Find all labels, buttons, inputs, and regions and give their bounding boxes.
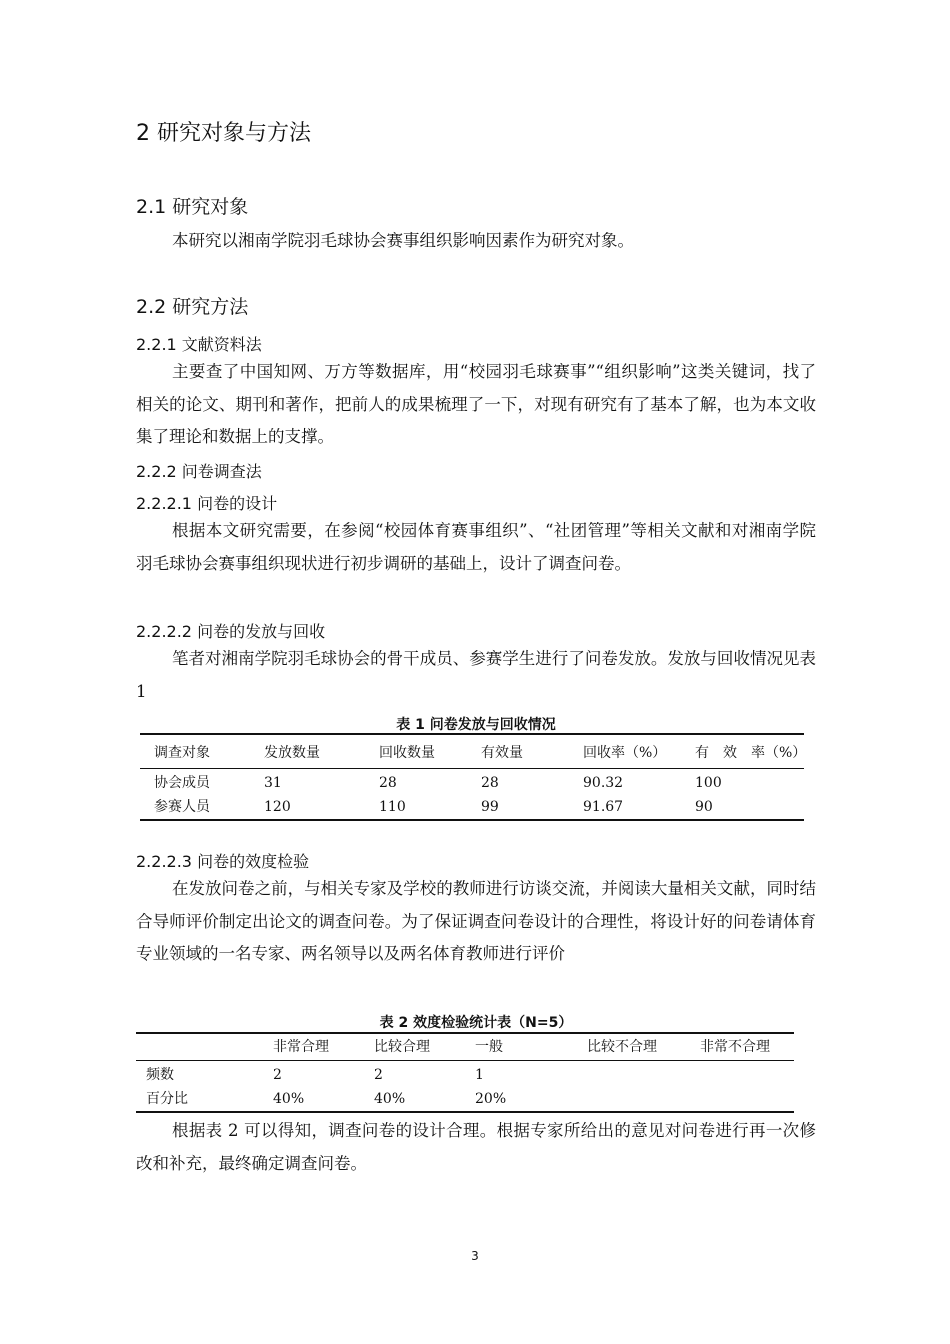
table-cell xyxy=(700,1061,794,1088)
table-cell: 90 xyxy=(695,799,713,815)
table-header-cell: 有效量 xyxy=(481,734,583,769)
table1-caption: 表 1 问卷发放与回收情况 xyxy=(396,717,556,733)
table-row xyxy=(140,795,804,820)
section-heading-2-2: 2.2 研究方法 xyxy=(136,296,249,318)
table-cell: 120 xyxy=(264,799,291,815)
table-header-cell: 回收数量 xyxy=(379,734,481,769)
section-heading-2-1: 2.1 研究对象 xyxy=(136,196,249,218)
table-header-cell: 非常不合理 xyxy=(700,1033,794,1061)
table-header-cell: 发放数量 xyxy=(264,734,379,769)
table-cell: 2 xyxy=(273,1067,282,1083)
table-header-cell: 一般 xyxy=(475,1033,587,1061)
table-cell: 参赛人员 xyxy=(154,799,210,815)
table-header-cell: 调查对象 xyxy=(140,734,264,769)
distribution-table xyxy=(140,733,807,821)
subsection-heading-2-2-2-3: 2.2.2.3 问卷的效度检验 xyxy=(136,852,310,871)
paragraph-validity-test: 在发放问卷之前，与相关专家及学校的教师进行访谈交流，并阅读大量相关文献，同时结合导师评价制定出论文的调查问卷。为了保证调查问卷设计的合理性，将设计好的问卷请体育专业领域的一名专家、两名领导以及两名体育教师进行评价 xyxy=(136,879,816,963)
subsection-heading-2-2-1: 2.2.1 文献资料法 xyxy=(136,335,262,354)
paragraph-questionnaire-distribution: 笔者对湘南学院羽毛球协会的骨干成员、参赛学生进行了问卷发放。发放与回收情况见表 1 xyxy=(136,649,816,701)
table-cell: 2 xyxy=(374,1067,383,1083)
table-header-row xyxy=(136,1033,794,1061)
table-cell: 90.32 xyxy=(583,775,624,791)
chapter-heading: 2 研究对象与方法 xyxy=(136,121,311,146)
table-cell: 频数 xyxy=(146,1067,174,1083)
validity-table xyxy=(136,1032,794,1113)
table2-caption: 表 2 效度检验统计表（N=5） xyxy=(379,1015,573,1031)
table-row xyxy=(140,769,804,796)
table-row xyxy=(136,1087,794,1112)
page-number: 3 xyxy=(471,1249,479,1263)
table-header-cell: 回收率（%） xyxy=(583,734,695,769)
paragraph-conclusion: 根据表 2 可以得知，调查问卷的设计合理。根据专家所给出的意见对问卷进行再一次修改和补充，最终确定调查问卷。 xyxy=(136,1121,816,1173)
subsection-heading-2-2-2-2: 2.2.2.2 问卷的发放与回收 xyxy=(136,622,326,641)
table-header-cell xyxy=(136,1033,273,1061)
table-cell: 百分比 xyxy=(146,1091,188,1107)
table-header-cell: 非常合理 xyxy=(273,1033,374,1061)
paragraph-research-object: 本研究以湘南学院羽毛球协会赛事组织影响因素作为研究对象。 xyxy=(172,231,634,250)
table-cell: 99 xyxy=(481,799,499,815)
table-cell: 40% xyxy=(374,1091,406,1107)
table-cell: 110 xyxy=(379,799,406,815)
table-header-cell: 比较合理 xyxy=(374,1033,475,1061)
subsection-heading-2-2-2-1: 2.2.2.1 问卷的设计 xyxy=(136,494,278,513)
table-cell xyxy=(587,1061,700,1088)
table-cell: 31 xyxy=(264,775,282,791)
paragraph-questionnaire-design: 根据本文研究需要，在参阅“校园体育赛事组织”、“社团管理”等相关文献和对湘南学院羽毛球协会赛事组织现状进行初步调研的基础上，设计了调查问卷。 xyxy=(136,521,816,573)
table-cell: 28 xyxy=(481,775,499,791)
table-cell: 20% xyxy=(475,1091,507,1107)
subsection-heading-2-2-2: 2.2.2 问卷调查法 xyxy=(136,462,262,481)
table-cell: 91.67 xyxy=(583,799,624,815)
table-cell: 100 xyxy=(695,775,722,791)
table-row xyxy=(136,1061,794,1088)
table-cell: 28 xyxy=(379,775,397,791)
table-header-row xyxy=(140,734,804,769)
paragraph-literature-method: 主要查了中国知网、万方等数据库，用“校园羽毛球赛事”“组织影响”这类关键词，找了相关的论文、期刊和著作，把前人的成果梳理了一下，对现有研究有了基本了解，也为本文收集了理论和数据上的支撑。 xyxy=(136,362,816,446)
table-cell: 1 xyxy=(475,1067,484,1083)
table-header-cell: 比较不合理 xyxy=(587,1033,700,1061)
table-cell: 40% xyxy=(273,1091,305,1107)
table-cell: 协会成员 xyxy=(154,775,210,791)
table-header-cell: 有 效 率（%） xyxy=(695,734,804,769)
table-cell xyxy=(700,1087,794,1112)
table-cell xyxy=(587,1087,700,1112)
